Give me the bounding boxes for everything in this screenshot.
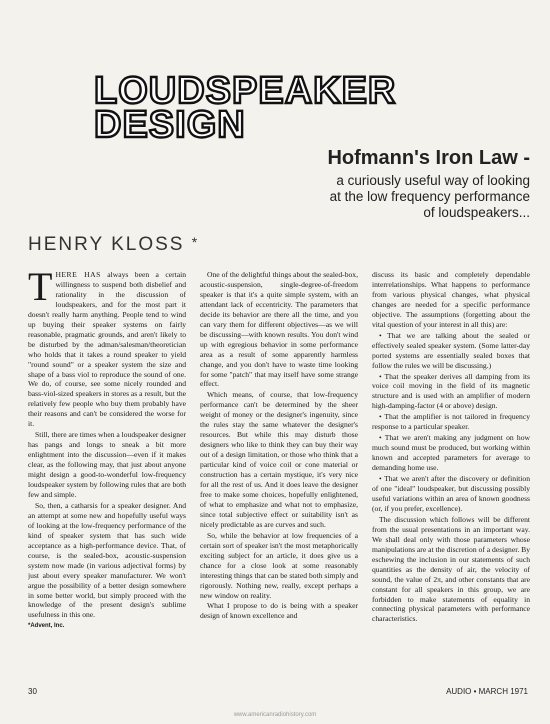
author-name: HENRY KLOSS [28, 234, 185, 255]
dek-line-3: of loudspeakers... [423, 205, 530, 220]
paragraph: discuss its basic and completely dependable interrelationships. What happens to performance from various physical changes, what physical changes are needed for a specific performance objective. The assumptions (forgetting about the vital question of your interest in all this) are: [372, 270, 530, 329]
dek-line-1: a curiously useful way of looking [336, 173, 530, 188]
page-number: 30 [28, 687, 37, 696]
list-item: • That the speaker derives all damping from its voice coil moving in the field of its magnetic structure and is used with an amplifier of modern high-damping-factor (4 or above) design. [372, 371, 530, 411]
watermark: www.americanradiohistory.com [233, 712, 317, 718]
lead-in: HERE HAS [55, 270, 101, 279]
paragraph: The discussion which follows will be different from the usual presentations in an important way. We shall deal only with those parameters whose manipulations are at the discretion of a designer. By eschewing the inclusion in our statements of such quantities as the density of air, the velocity of sound, the value of 2π, and other constants that are constant for all speakers in this group, we are forbidden to make statements of equality in connecting physical parameters with performance characteristics. [372, 514, 530, 624]
dek-line-2: at the low frequency performance [329, 189, 530, 204]
asterisk-icon: * [191, 234, 200, 250]
publication-line: AUDIO • MARCH 1971 [446, 687, 528, 696]
paragraph: Which means, of course, that low-frequency performance can't be determined by the sheer weight of money or the designer's ingenuity, since the rules stay the same whatever the designer's resources. But while this may disturb those designers who like to think they can buy their way out of a design limitation, or those who think that a particular kind of voice coil or cone material or construction has a certain mystique, it's very nice for all the rest of us. And it does leave the designer free to make some choices, hopefully enlightened, of what to emphasize and what not to emphasize, since total subjective effect or suitability isn't as nicely predictable as are curves and such. [200, 390, 358, 529]
paragraph: What I propose to do is being with a speaker design of known excellence and [200, 601, 358, 621]
column-1 [28, 270, 186, 678]
title-line-2: DESIGN [94, 104, 246, 146]
column-2 [200, 270, 358, 678]
paragraph: So, then, a catharsis for a speaker designer. And an attempt at some new and hopefully useful ways of looking at the low-frequency performance of the kind of speaker system that has such wide acceptance as a high-performance device. That, of course, is the sealed-box, acoustic-suspension system now made (in various adjectival forms) by just about every speaker manufacturer. We won't argue the possibility of a better design somewhere in some better world, but simply proceed with the knowledge of the present design's sublime usefulness in this one. [28, 500, 186, 620]
paragraph: So, while the behavior at low frequencies of a certain sort of speaker isn't the most metaphorically exciting subject for an article, it does give us a chance for a close look at some reasonably interesting things that can be stated both simply and rigorously. Nothing new, really, except perhaps a new window on reality. [200, 530, 358, 600]
footnote: *Advent, Inc. [28, 623, 65, 630]
article-dek [200, 173, 530, 221]
title-line-1: LOUDSPEAKER [94, 70, 397, 112]
paragraph: THERE HAS always been a certain willingness to suspend both disbelief and rationality in the discussion of loudspeakers, and for the most part it doesn't really harm anything. People tend to wind up buying their speaker systems on fairly reasonable, pragmatic grounds, and aren't likely to be disturbed by the adman/salesman/theoretician who holds that it takes a round speaker to yield "round sound" or a speaker system the size and shape of a bass viol to reproduce the sound of one. We do, of course, see some nicely rounded and bass-viol-sized speakers in stores as a result, but the relatively few people who buy them probably have their reasons and can't be considered the worse for it. [28, 270, 186, 429]
list-item: • That we are talking about the sealed or effectively sealed speaker system. (Some latter-day ported systems are essentially sealed boxes that follow the rules we will be discussing.) [372, 330, 530, 370]
article-body [28, 270, 530, 678]
drop-cap: T [28, 270, 53, 309]
list-item: • That we aren't making any judgment on how much sound must be produced, but working within known and accepted parameters for average to demanding home use. [372, 433, 530, 473]
column-3 [372, 270, 530, 678]
list-item: • That the amplifier is not tailored in frequency response to a particular speaker. [372, 412, 530, 432]
paragraph: One of the delightful things about the sealed-box, acoustic-suspension, single-degree-of-freedom speaker is that it's a quite simple system, with an attendant lack of eccentricity. The parameters that decide its behavior are there all the time, and you can vary them for different objectives—as we will be discussing—with known results. You don't wind up with egregious behavior in some performance area as a result of some apparently harmless change, and you don't have to waste time looking for some "patch" that may itself have some strange effect. [200, 270, 358, 389]
article-title [94, 70, 534, 146]
list-item: • That we aren't after the discovery or definition of one "ideal" loudspeaker, but discussing possibly useful variations within an area of known goodness (or, if you prefer, excellence). [372, 474, 530, 513]
paragraph: Still, there are times when a loudspeaker designer has pangs and longs to sneak a bit more enlightment into the discussion—even if it makes clear, as the following may, that just about anyone might design a good-to-wonderful low-frequency loudspeaker system by following rules that are both few and simple. [28, 430, 186, 499]
author-byline [28, 234, 199, 256]
article-subtitle: Hofmann's Iron Law - [327, 147, 530, 169]
